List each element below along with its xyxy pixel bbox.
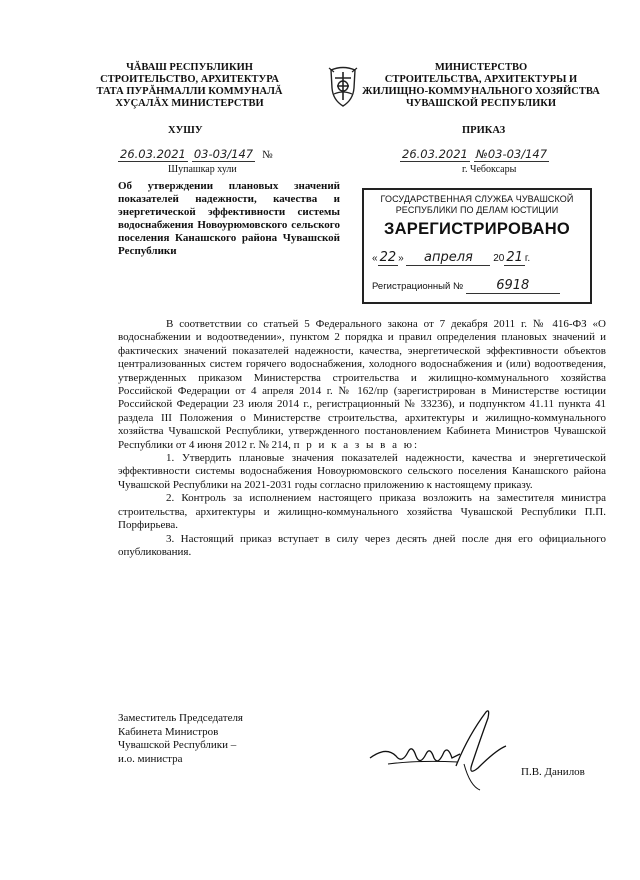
signatory-position bbox=[118, 712, 243, 766]
handwritten-signature bbox=[368, 706, 518, 792]
stamp-organization: ГОСУДАРСТВЕННАЯ СЛУЖБА ЧУВАШСКОЙ РЕСПУБЛИКИ ПО ДЕЛАМ ЮСТИЦИИ bbox=[380, 194, 574, 215]
order-item: 2. Контроль за исполнением настоящего приказа возложить на заместителя министра строительства, архитектуры и жилищно-коммунального хозяйства Чувашской Республики П.П. Порфирьева. bbox=[118, 492, 606, 532]
stamp-registered-label: ЗАРЕГИСТРИРОВАНО bbox=[383, 220, 571, 238]
order-item: 3. Настоящий приказ вступает в силу через десять дней после дня его официального опубликования. bbox=[118, 532, 606, 558]
handwritten-date: 26.03.2021 bbox=[120, 147, 186, 161]
number-sign: № bbox=[262, 149, 273, 161]
signatory-name: П.В. Данилов bbox=[521, 766, 585, 778]
place-russian: г. Чебоксары bbox=[462, 164, 517, 175]
stamp-reg-number: 6918 bbox=[466, 278, 560, 294]
header-right-line: СТРОИТЕЛЬСТВА, АРХИТЕКТУРЫ И bbox=[384, 74, 578, 85]
header-right-russian bbox=[360, 62, 602, 110]
stamp-quote-open: « bbox=[372, 253, 378, 264]
header-right-line: ЧУВАШСКОЙ РЕСПУБЛИКИ bbox=[405, 98, 557, 109]
chuvash-coat-of-arms-icon bbox=[326, 64, 360, 108]
stamp-date bbox=[372, 250, 530, 266]
stamp-year-unit: г. bbox=[524, 253, 531, 264]
header-left-line: ЧĂВАШ РЕСПУБЛИКИН bbox=[126, 62, 253, 73]
stamp-year-prefix: 20 bbox=[493, 253, 505, 264]
stamp-day: 22 bbox=[379, 250, 397, 265]
handwritten-number: 03-03/147 bbox=[193, 147, 254, 161]
order-word: п р и к а з ы в а ю: bbox=[293, 438, 420, 451]
stamp-quote-close: » bbox=[398, 253, 404, 264]
header-right-line: МИНИСТЕРСТВО bbox=[434, 62, 528, 73]
dateline-left bbox=[118, 145, 273, 163]
header-left-chuvash bbox=[82, 62, 297, 110]
position-line: Кабинета Министров bbox=[118, 725, 219, 738]
document-body bbox=[118, 318, 606, 559]
dateline-right bbox=[400, 145, 549, 163]
document-title: Об утверждении плановых значений показателей надежности, качества и энергетической эффективности системы водоснабжения Новоурюмовского сельского поселения Канашского района Чувашской Республики bbox=[118, 180, 340, 258]
handwritten-date: 26.03.2021 bbox=[402, 147, 468, 161]
intro-paragraph bbox=[118, 318, 606, 452]
place-chuvash: Шупашкар хули bbox=[168, 164, 237, 175]
intro-text: В соответствии со статьей 5 Федерального закона от 7 декабря 2011 г. № 416-ФЗ «О водоснабжении и водоотведении», пунктом 2 порядка и правил определения плановых значений и фактических значений показателей надежности, качества, энергетической эффективности объектов централизованных систем горячего водоснабжения, холодного водоснабжения и (или) водоотведения, утвержденных приказом Министерства строительства и жилищно-коммунального хозяйства Российской Федерации от 4 апреля 2014 г. № 162/пр (зарегистрирован в Министерстве юстиции Российской Федерации 23 июля 2014 г., регистрационный № 33236), и подпунктом 41.11 пункта 41 раздела III Положения о Министерстве строительства, архитектуры и жилищно-коммунального хозяйства Чувашской Республики, утвержденного постановлением Кабинета Министров Чувашской Республики от 4 июня 2012 г. № 214, bbox=[118, 318, 606, 451]
stamp-year-suffix: 21 bbox=[506, 250, 523, 265]
header-right-line: ЖИЛИЩНО-КОММУНАЛЬНОГО ХОЗЯЙСТВА bbox=[362, 86, 600, 97]
stamp-registration bbox=[372, 278, 560, 294]
position-line: Заместитель Председателя bbox=[118, 712, 243, 724]
order-item: 1. Утвердить плановые значения показателей надежности, качества и энергетической эффективности системы водоснабжения Новоурюмовского сельского поселения Канашского района Чувашской Республики на 2021-2031 годы согласно приложению к настоящему приказу. bbox=[118, 452, 606, 491]
doc-type-chuvash: ХУШУ bbox=[168, 125, 203, 136]
position-line: и.о. министра bbox=[118, 752, 183, 765]
position-line: Чувашской Республики – bbox=[118, 739, 237, 752]
handwritten-number: №03-03/147 bbox=[475, 147, 548, 161]
stamp-month: апреля bbox=[406, 250, 490, 266]
stamp-reg-label: Регистрационный № bbox=[372, 281, 464, 292]
header-left-line: ТАТА ПУРĂНМАЛЛИ КОММУНАЛĂ bbox=[96, 86, 283, 97]
doc-type-russian: ПРИКАЗ bbox=[462, 125, 506, 136]
header-left-line: СТРОИТЕЛЬСТВО, АРХИТЕКТУРА bbox=[100, 74, 279, 85]
registration-stamp bbox=[362, 188, 592, 304]
header-left-line: ХУÇАЛĂХ МИНИСТЕРСТВИ bbox=[115, 98, 264, 109]
